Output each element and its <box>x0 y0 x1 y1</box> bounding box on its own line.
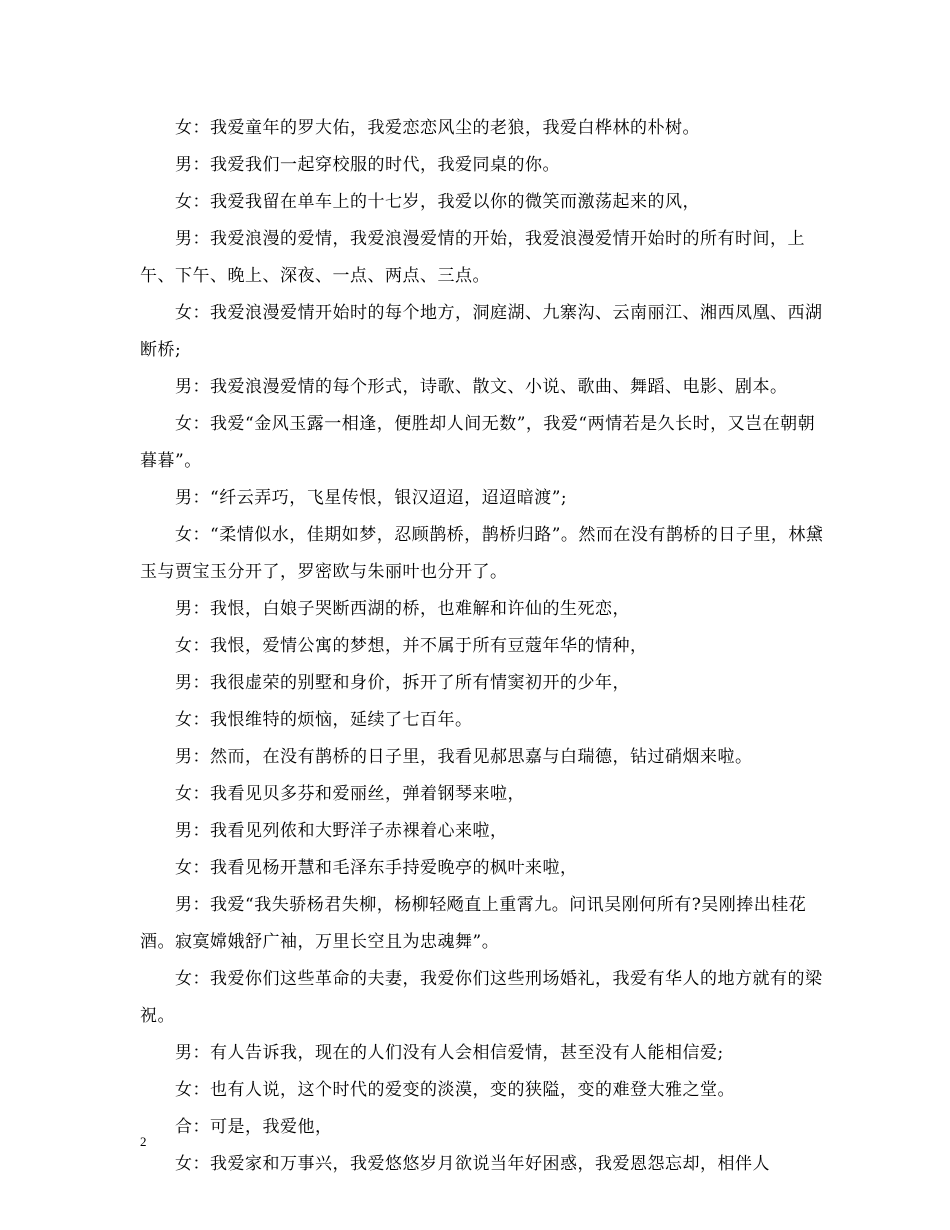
paragraph: 男：我爱我们一起穿校服的时代，我爱同桌的你。 <box>175 155 560 175</box>
paragraph: 男：我爱“我失骄杨君失柳，杨柳轻飏直上重霄九。问讯吴刚何所有?吴刚捧出桂花酒。寂寞嫦娥舒广袖，万里长空且为忠魂舞”。 <box>140 895 807 952</box>
page-number: 2 <box>140 1134 147 1149</box>
paragraph: 女：我看见贝多芬和爱丽丝，弹着钢琴来啦， <box>175 784 525 804</box>
paragraph: 女：我爱我留在单车上的十七岁，我爱以你的微笑而激荡起来的风， <box>175 192 700 212</box>
paragraph: 男：我爱浪漫的爱情，我爱浪漫爱情的开始，我爱浪漫爱情开始时的所有时间，上午、下午、晚上、深夜、一点、两点、三点。 <box>140 229 805 286</box>
paragraph: 女：我爱“金风玉露一相逢，便胜却人间无数”，我爱“两情若是久长时，又岂在朝朝暮暮”。 <box>140 414 816 471</box>
document-body <box>140 110 830 1183</box>
paragraph: 女：我恨维特的烦恼，延续了七百年。 <box>175 710 473 730</box>
paragraph: 女：我爱家和万事兴，我爱悠悠岁月欲说当年好困惑，我爱恩怨忘却，相伴人 <box>175 1154 770 1174</box>
paragraph: 女：“柔情似水，佳期如梦，忍顾鹊桥，鹊桥归路”。然而在没有鹊桥的日子里，林黛玉与贾宝玉分开了，罗密欧与朱丽叶也分开了。 <box>140 525 824 582</box>
paragraph: 男：我很虚荣的别墅和身价，拆开了所有情窦初开的少年， <box>175 673 630 693</box>
paragraph: 男：我看见列侬和大野洋子赤裸着心来啦， <box>175 821 508 841</box>
paragraph: 女：我看见杨开慧和毛泽东手持爱晚亭的枫叶来啦， <box>175 858 578 878</box>
paragraph: 男：我恨，白娘子哭断西湖的桥，也难解和许仙的生死恋， <box>175 599 630 619</box>
paragraph: 男：有人告诉我，现在的人们没有人会相信爱情，甚至没有人能相信爱; <box>175 1043 724 1063</box>
paragraph: 男：我爱浪漫爱情的每个形式，诗歌、散文、小说、歌曲、舞蹈、电影、剧本。 <box>175 377 788 397</box>
paragraph: 男：然而，在没有鹊桥的日子里，我看见郝思嘉与白瑞德，钻过硝烟来啦。 <box>175 747 753 767</box>
paragraph: 合：可是，我爱他， <box>175 1117 333 1137</box>
paragraph: 女：我恨，爱情公寓的梦想，并不属于所有豆蔻年华的情种， <box>175 636 648 656</box>
paragraph: 女：我爱童年的罗大佑，我爱恋恋风尘的老狼，我爱白桦林的朴树。 <box>175 118 700 138</box>
paragraph: 女：我爱你们这些革命的夫妻，我爱你们这些刑场婚礼，我爱有华人的地方就有的梁祝。 <box>140 969 823 1026</box>
paragraph: 男：“纤云弄巧，飞星传恨，银汉迢迢，迢迢暗渡”; <box>175 488 568 508</box>
paragraph: 女：我爱浪漫爱情开始时的每个地方，洞庭湖、九寨沟、云南丽江、湘西凤凰、西湖断桥; <box>140 303 823 360</box>
paragraph: 女：也有人说，这个时代的爱变的淡漠，变的狭隘，变的难登大雅之堂。 <box>175 1080 735 1100</box>
